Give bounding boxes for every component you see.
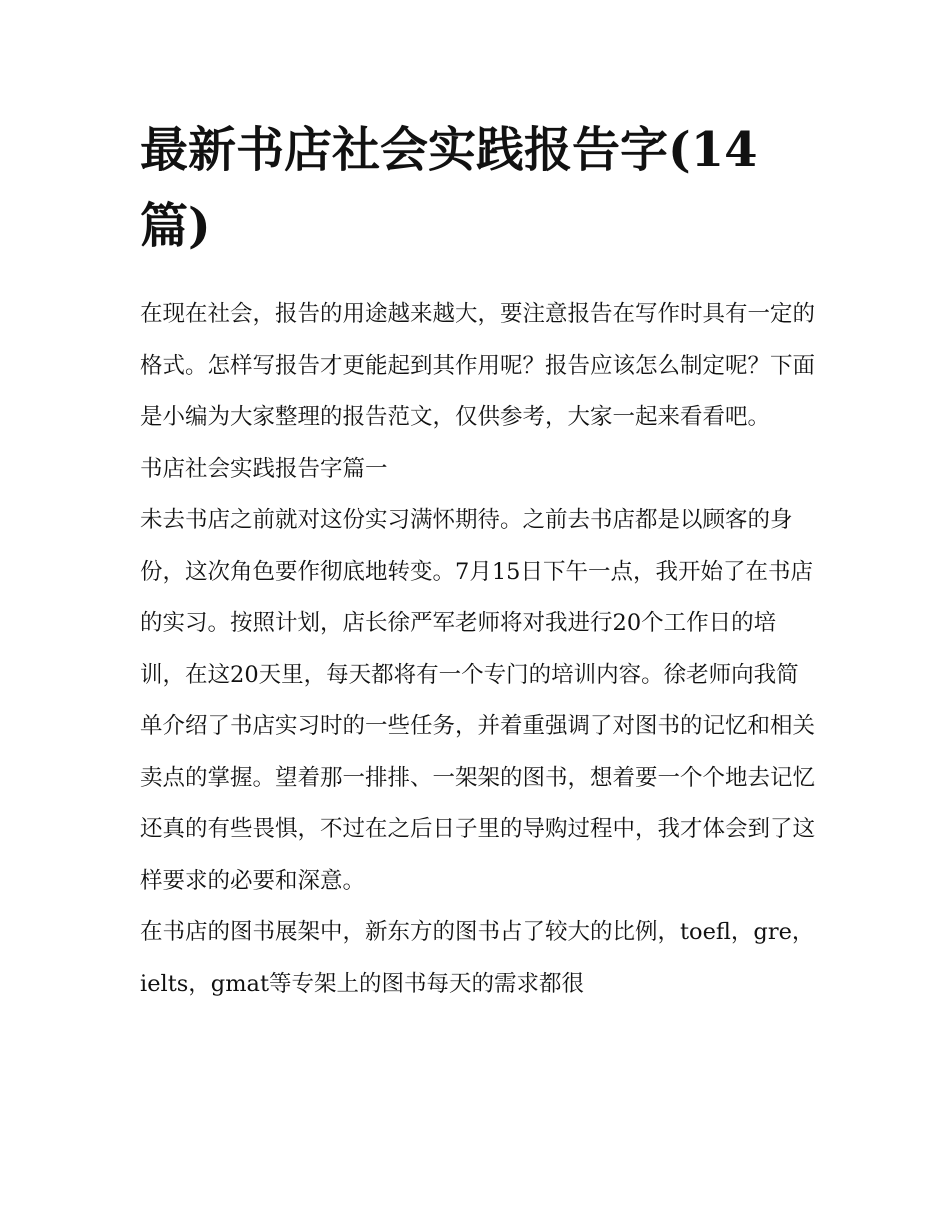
- document-page: [140, 112, 815, 1010]
- section-heading: 书店社会实践报告字篇一: [140, 455, 388, 482]
- document-title: 最新书店社会实践报告字(14篇): [140, 122, 758, 254]
- body-paragraph: 未去书店之前就对这份实习满怀期待。之前去书店都是以顾客的身份，这次角色要作彻底地转变。7月15日下午一点，我开始了在书店的实习。按照计划，店长徐严军老师将对我进行20个工作日的培训，在这20天里，每天都将有一个专门的培训内容。徐老师向我简单介绍了书店实习时的一些任务，并着重强调了对图书的记忆和相关卖点的掌握。望着那一排排、一架架的图书，想着要一个个地去记忆还真的有些畏惧，不过在之后日子里的导购过程中，我才体会到了这样要求的必要和深意。: [140, 507, 816, 894]
- intro-paragraph: 在现在社会，报告的用途越来越大，要注意报告在写作时具有一定的格式。怎样写报告才更能起到其作用呢？报告应该怎么制定呢？下面是小编为大家整理的报告范文，仅供参考，大家一起来看看吧。: [140, 301, 816, 430]
- body-paragraph: 在书店的图书展架中，新东方的图书占了较大的比例，toefl，gre，ielts，gmat等专架上的图书每天的需求都很: [140, 919, 815, 997]
